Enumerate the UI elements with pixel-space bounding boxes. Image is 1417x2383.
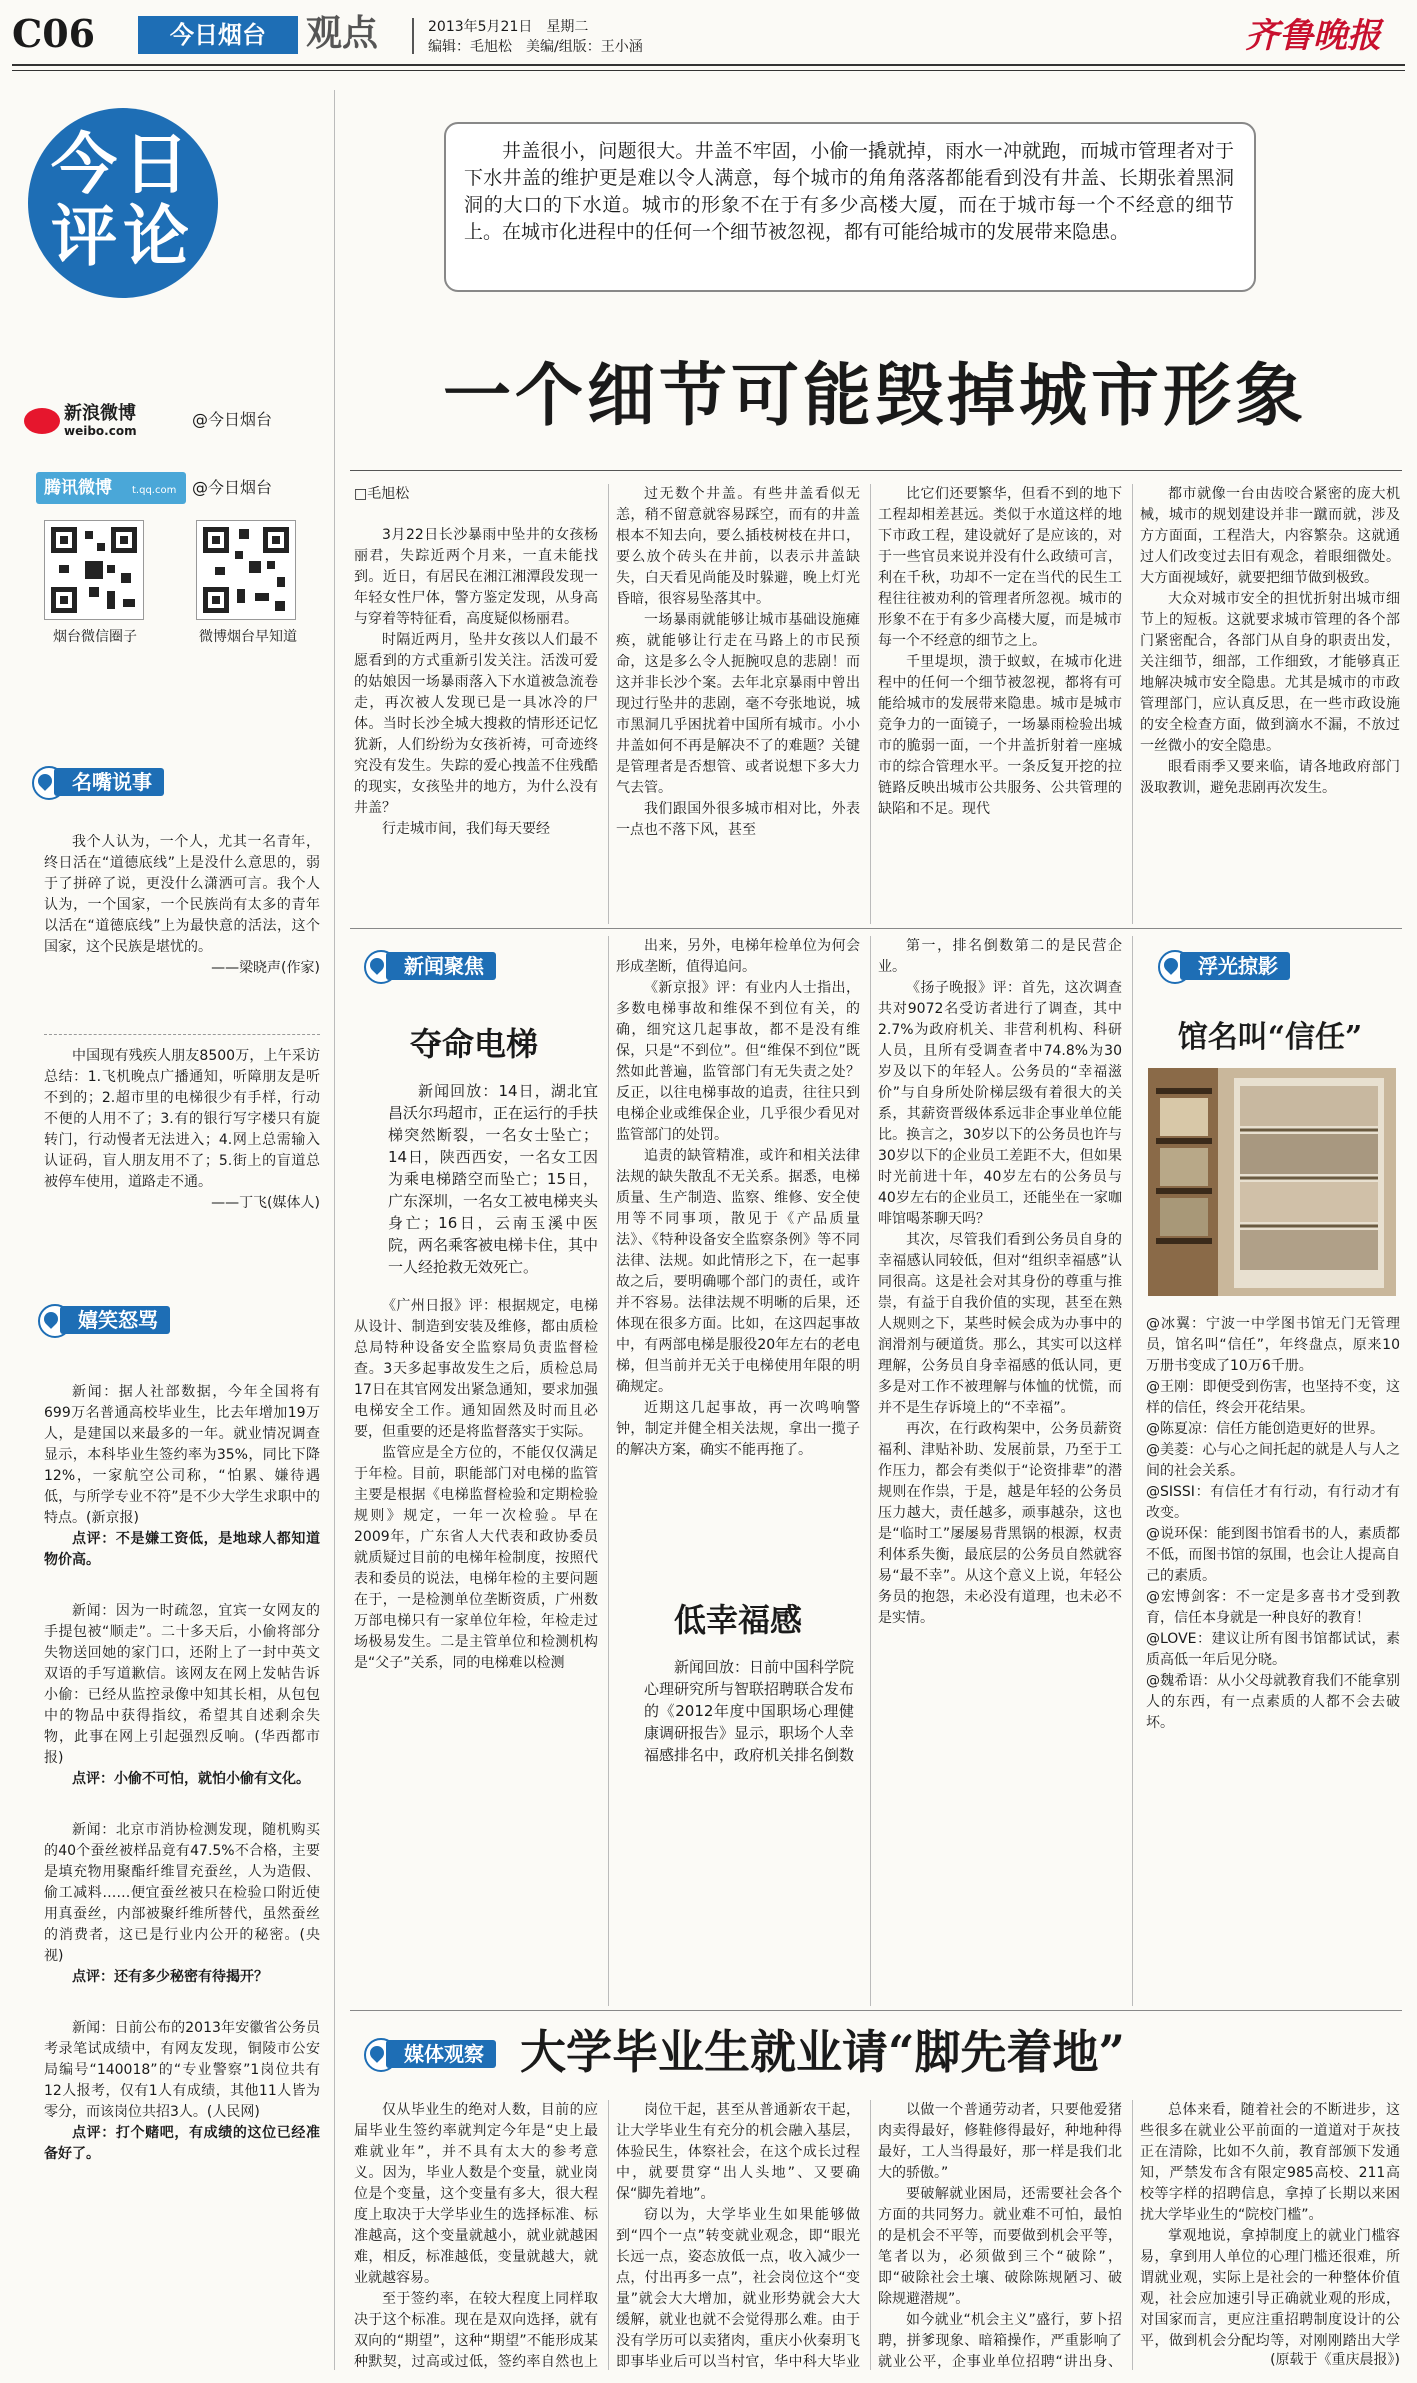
sidebar-divider-line <box>334 90 335 2370</box>
masthead-logo: 齐鲁晚报 <box>1245 16 1381 56</box>
col-rule <box>1132 936 1133 2006</box>
paragraph: 比它们还要繁华，但看不到的地下工程却相差甚远。类似于水道这样的地下市政工程，建设就好了是应该的，对于一些官员来说并没有什么政绩可言，利在千秋，功却不一定在当代的民生工程往往被劝利的管理者所忽视。城市的形象不在于有多少高楼大厦，而是城市每一个不经意的细节之上。 <box>878 486 1122 649</box>
news-title-happiness: 低幸福感 <box>673 1601 802 1639</box>
paragraph: @说环保：能到图书馆看书的人，素质都不低，而图书馆的氛围，也会让人提高自己的素质。 <box>1146 1526 1400 1584</box>
paragraph: 3月22日长沙暴雨中坠井的女孩杨丽君，失踪近两个月来，一直未能找到。近日，有居民在湘江湘潭段发现一年轻女性尸体，警方鉴定发现，从身高与穿着等特征看，高度疑似杨丽君。 <box>354 527 598 627</box>
paragraph: @陈夏凉：信任方能创造更好的世界。 <box>1146 1421 1384 1437</box>
qr2-caption: 微博烟台早知道 <box>199 629 297 645</box>
weibo-account[interactable]: @今日烟台 <box>192 410 273 429</box>
glimpse-comments <box>1146 1314 1400 1934</box>
paragraph: 至于签约率，在较大程度上同样取决于这个标准。现在是双向选择，就有双向的“期望”，这种“期望”不能形成某种默契，过高或过低，签约率自然也上 <box>354 2291 598 2370</box>
qr1-caption: 烟台微信圈子 <box>53 629 137 645</box>
weibo-icon <box>24 408 60 434</box>
paragraph: @宏博剑客：不一定是多喜书才受到教育，信任本身就是一种良好的教育！ <box>1146 1589 1400 1626</box>
paragraph: 《新京报》评：有业内人士指出，多数电梯事故和维保不到位有关，的确，细究这几起事故，都不是没有维保，只是“不到位”。但“维保不到位”既然如此普遍，监管部门有无失责之处？反正，以往电梯事故的追责，往往只到电梯企业或维保企业，几乎很少看见对监管部门的处罚。 <box>616 980 860 1143</box>
paragraph: 仅从毕业生的绝对人数，目前的应届毕业生签约率就判定今年是“史上最难就业年”，并不具有太大的参考意义。因为，毕业人数是个变量，就业岗位是个变量，这个变量有多大，很大程度上取决于大学毕业生的选择标准、标准越高，这个变量就越小，就业就越困难，相反，标准越低，变量就越大，就业就越容易。 <box>354 2102 598 2286</box>
paragraph: 眼看雨季又要来临，请各地政府部门汲取教训，避免悲剧再次发生。 <box>1140 759 1400 796</box>
paragraph: 千里堤坝，溃于蚁蚁，在城市化进程中的任何一个细节被忽视，都将有可能给城市的发展带来隐患。城市是城市竞争力的一面镜子，一场暴雨检验出城市的脆弱一面，一个井盖折射着一座城市的综合管理水平。一条反复开挖的拉链路反映出城市公共服务、公共管理的缺陷和不足。现代 <box>878 654 1122 817</box>
weibo-name: 新浪微博 <box>64 403 136 424</box>
news-comment-xinjing <box>616 936 860 1596</box>
header-rule-thin <box>12 70 1405 71</box>
paragraph: @LOVE：建议让所有图书馆都试试，素质高低一年后见分晓。 <box>1146 1631 1400 1668</box>
tencent-name: 腾讯微博 <box>44 478 112 498</box>
paragraph: 掌观地说，拿掉制度上的就业门槛容易，拿到用人单位的心理门槛还很难，所谓就业观，实际上是社会的一种整体价值观，社会应加速引导正确就业观的形成，对国家而言，更应注重招聘制度设计的公平，做到机会分配均等，对刚刚踏出大学 <box>1140 2228 1400 2349</box>
main-article-col-1: □毛旭松 3月22日长沙暴雨中坠井的女孩杨丽君，失踪近两个月来，一直未能找到。近日，有居民在湘江湘潭段发现一年轻女性尸体，警方鉴定发现，从身高与穿着等特征看，高度疑似杨丽君。 时隔近两月，坠井女孩以人们最不愿看到的方式重新引发关注。活泼可爱的姑娘因一场暴雨落入下水道被急流卷走，再次被人发现已是一具冰冷的尸体。当时长沙全城大搜救的情形还记忆犹新，人们纷纷为女孩祈祷，可奇迹终究没有发生。失踪的爱心拽盖不住残酷的现实，女孩坠井的地方，为什么没有井盖？ 行走城市间，我们每天要经 <box>354 484 598 924</box>
main-article-col-4 <box>1140 484 1400 924</box>
tencent-domain: t.qq.com <box>132 485 177 496</box>
tag-label: 浮光掠影 <box>1180 952 1290 980</box>
media-col-1 <box>354 2100 598 2370</box>
qr-code-weibo[interactable] <box>196 520 296 620</box>
middle-rule <box>350 928 1402 929</box>
media-col-2 <box>616 2100 860 2370</box>
bottom-rule <box>350 2010 1402 2011</box>
media-col-4 <box>1140 2100 1400 2350</box>
paragraph: 近期这几起事故，再一次鸣响警钟，制定并健全相关法规，拿出一揽子的解决方案，确实不能再拖了。 <box>616 1400 860 1458</box>
weibo-domain: weibo.com <box>64 424 137 438</box>
paragraph: 第一，排名倒数第二的是民营企业。 <box>878 938 1122 975</box>
paragraph: 我们跟国外很多城市相对比，外表一点也不落下风，甚至 <box>616 801 860 838</box>
paragraph: 总体来看，随着社会的不断进步，这些很多在就业公平前面的一道道对于灰技正在清除，比如不久前，教育部颁下发通知，严禁发布含有限定985高校、211高校等字样的招聘信息，拿掉了长期以来困扰大学毕业生的“院校门槛”。 <box>1140 2102 1400 2223</box>
qr-code-wechat[interactable] <box>44 520 144 620</box>
col-rule <box>870 936 871 2006</box>
today-review-logo: 今日评论 <box>51 125 195 275</box>
paragraph: 《广州日报》评：根据规定，电梯从设计、制造到安装及维修，都由质检总局特种设备安全监察局负责监督检查。3天多起事故发生之后，质检总局17日在其官网发出紧急通知，要求加强电梯安全工作。通知固然及时而且必要，但重要的还是将监督落实于实际。 <box>354 1298 598 1440</box>
headline-rule <box>350 470 1402 471</box>
sidebar-news-comments: 新闻：据人社部数据，今年全国将有699万名普通高校毕业生，比去年增加19万人，是建国以来最多的一年。就业情况调查显示，本科毕业生签约率为35%，同比下降12%，一家航空公司称，“怕累、嫌待遇低，与所学专业不符”是不少大学生求职中的特点。(新京报) 点评：不是嫌工资低，是地球人都知道物价高。 新闻：因为一时疏忽，宜宾一女网友的手提包被“顺走”。二十多天后，小偷将部分失物送回她的家门口，还附上了一封中英文双语的手写道歉信。该网友在网上发帖告诉小偷：已经从监控录像中知其长相，从包包中的物品中获得指纹，希望其自述剩余失物，此事在网上引起强烈反响。(华西都市报) 点评：小偷不可怕，就怕小偷有文化。 新闻：北京市消协检测发现，随机购买的40个蚕丝被样品竟有47.5%不合格，主要是填充物用聚酯纤维冒充蚕丝，人为造假、偷工减料……便宜蚕丝被只在检验口附近使用真蚕丝，内部被聚纤维所替代，虽然蚕丝的消费者，这已是行业内公开的秘密。(央视) 点评：还有多少秘密有待揭开？ 新闻：日前公布的2013年安徽省公务员考录笔试成绩中，有网友发现，铜陵市公安局编号“140018”的“专业警察”1岗位共有12人报考，仅有1人有成绩，其他11人皆为零分，而该岗位共招3人。(人民网) 点评：打个赌吧，有成绩的这位已经准备好了。 <box>44 1384 320 2162</box>
news-title-elevator: 夺命电梯 <box>409 1025 538 1063</box>
col-rule <box>608 2100 609 2370</box>
paragraph: @冰翼：宁波一中学图书馆无门无管理员，馆名叫“信任”，年终盘点，原来10万册书变成了10万6千册。 <box>1146 1316 1400 1374</box>
news-replay-happiness: 新闻回放：日前中国科学院心理研究所与智联招聘联合发布的《2012年度中国职场心理健康调研报告》显示，职场个人幸福感排名中，政府机关排名倒数 <box>644 1658 854 1764</box>
tencent-account[interactable]: @今日烟台 <box>192 478 273 497</box>
paragraph: @美菱：心与心之间托起的就是人与人之间的社会关系。 <box>1146 1442 1400 1479</box>
col-rule <box>608 484 609 924</box>
paragraph: 过无数个井盖。有些井盖看似无恙，稍不留意就容易踩空，而有的井盖根本不知去向，要么插枝树枝在井口，要么放个砖头在井前，以表示井盖缺失，白天看见尚能及时躲避，晚上灯光昏暗，很容易坠落其中。 <box>616 486 860 607</box>
section-badge: 今日烟台 <box>138 16 298 54</box>
paragraph: @王刚：即便受到伤害，也坚持不变，这样的信任，终会开花结果。 <box>1146 1379 1400 1416</box>
paragraph: 以做一个普通劳动者，只要他爱猪肉卖得最好，修鞋修得最好，种地种得最好，工人当得最好，那一样是我们北大的骄傲。” <box>878 2102 1122 2181</box>
paragraph: 一场暴雨就能够让城市基础设施瘫痪，就能够让行走在马路上的市民预命，这是多么令人扼腕叹息的悲剧！而这并非长沙个案。去年北京暴雨中曾出现过行坠井的悲剧，毫不夸张地说，城市黑洞几乎困扰着中国所有城市。小小井盖如何不再是解决不了的难题？关键是管理者是否想管、或者说想下多大力气去管。 <box>616 612 860 796</box>
paragraph: 追责的缺管精准，或许和相关法律法规的缺失散乱不无关系。据悉，电梯质量、生产制造、监察、维修、安全使用等不同事项，散见于《产品质量法》、《特种设备安全监察条例》等不同法律、法规。如此情形之下，在一起事故之后，要明确哪个部门的责任，或许并不容易。法律法规不明晰的后果，还体现在很多方面。比如，在这四起事故中，有两部电梯是服役20年左右的老电梯，但当前并无关于电梯使用年限的明确规定。 <box>616 1148 860 1395</box>
lead-text: 井盖很小，问题很大。井盖不牢固，小偷一撬就掉，雨水一冲就跑，而城市管理者对于下水井盖的维护更是难以令人满意，每个城市的角角落落都能看到没有井盖、长期张着黑洞洞的大口的下水道。城市的形象不在于有多少高楼大厦，而在于城市每一个不经意的细节上。在城市化进程中的任何一个细节被忽视，都有可能给城市的发展带来隐患。 <box>464 140 1234 243</box>
header-divider <box>412 18 414 54</box>
paragraph: 出来，另外，电梯年检单位为何会形成垄断，值得追问。 <box>616 938 860 975</box>
paragraph: 行走城市间，我们每天要经 <box>382 821 550 837</box>
glimpse-title: 馆名叫“信任” <box>1177 1020 1363 1055</box>
main-headline: 一个细节可能毁掉城市形象 <box>442 356 1307 436</box>
paragraph: 大众对城市安全的担忧折射出城市细节上的短板。这就要求城市管理的各个部门紧密配合，各部门从自身的职责出发，关注细节，细部，工作细致，才能够真正地解决城市安全隐患。尤其是城市的市政管理部门，应认真反思，在一些市政设施的安全检查方面，做到滴水不漏，不放过一丝微小的安全隐患。 <box>1140 591 1400 754</box>
paragraph: 监管应是全方位的，不能仅仅满足于年检。目前，职能部门对电梯的监管主要是根据《电梯监督检验和定期检验规则》规定，一年一次检验。早在2009年，广东省人大代表和政协委员就质疑过目前的电梯年检制度，按照代表和委员的说法，电梯年检的主要问题在于，一是检测单位垄断资质，广州数万部电梯只有一家单位年检，年检走过场极易发生。二是主管单位和检测机构是“父子”关系，同的电梯难以检测 <box>354 1445 598 1671</box>
paragraph: 都市就像一台由齿咬合紧密的庞大机械，城市的规划建设并非一蹴而就，涉及方方面面，工程浩大，内容繁杂。这就通过人们改变过去旧有观念，着眼细微处。大方面视域好，就要把细节做到极致。 <box>1140 486 1400 586</box>
header-editors: 编辑：毛旭松 美编/组版：王小涵 <box>428 39 643 55</box>
library-photo <box>1148 1068 1396 1296</box>
news-replay-elevator: 新闻回放：14日，湖北宜昌沃尔玛超市，正在运行的手扶梯突然断裂，一名女士坠亡；14日，陕西西安，一名女工因为乘电梯踏空而坠亡；15日，广东深圳，一名女工被电梯夹头身亡；16日，云南玉溪中医院，两名乘客被电梯卡住，其中一人经抢救无效死亡。 <box>388 1082 598 1276</box>
sidebar-divider <box>44 1034 320 1035</box>
media-col-3 <box>878 2100 1122 2370</box>
paragraph: @SISSI：有信任才有行动，有行动才有改变。 <box>1146 1484 1400 1521</box>
media-source: (原载于《重庆晨报》) <box>1200 2350 1400 2370</box>
paragraph: @魏希语：从小父母就教育我们不能拿别人的东西，有一点素质的人都不会去破坏。 <box>1146 1673 1400 1731</box>
paragraph: 岗位干起，甚至从普通新农干起，让大学毕业生有充分的机会融入基层，体验民生，体察社会，在这个成长过程中，就要贯穿“出人头地”、又要确保“脚先着地”。 <box>616 2102 860 2202</box>
header-date: 2013年5月21日 星期二 <box>428 19 589 35</box>
main-article-col-2 <box>616 484 860 924</box>
column-title: 观点 <box>306 13 379 54</box>
col-rule <box>870 484 871 924</box>
paragraph: 其次，尽管我们看到公务员自身的幸福感认同较低，但对“组织幸福感”认同很高。这是社会对其身份的尊重与推崇，有益于自我价值的实现，甚至在熟人规则之下，某些时候会成为办事中的润滑剂与硬道货。那么，其实可以这样理解，公务员自身幸福感的低认同，更多是对工作不被理解与体恤的忧慌，而并不是生存诉境上的“不幸福”。 <box>878 1232 1122 1416</box>
paragraph: 如今就业“机会主义”盛行，萝卜招聘，拼爹现象、暗箱操作，严重影响了就业公平，企事业单位招聘“讲出身、 <box>878 2312 1122 2370</box>
tag-label: 嬉笑怒骂 <box>60 1306 170 1334</box>
paragraph: 时隔近两月，坠井女孩以人们最不愿看到的方式重新引发关注。活泼可爱的姑娘因一场暴雨落入下水道被急流卷走，再次被人发现已是一具冰冷的尸体。当时长沙全城大搜救的情形还记忆犹新，人们纷纷为女孩祈祷，可奇迹终究没有发生。失踪的爱心拽盖不住残酷的现实，女孩坠井的地方，为什么没有井盖？ <box>354 632 598 816</box>
col-rule <box>1132 2100 1133 2370</box>
header-rule <box>12 64 1405 66</box>
paragraph: 再次，在行政构架中，公务员薪资福利、津贴补助、发展前景，乃至于工作压力，都会有类似于“论资排辈”的潜规则在作祟，于是，越是年轻的公务员压力越大，责任越多，顽事越杂，这也是“临时工”屡屡易背黑锅的根源，权责利体系失衡，最底层的公务员自然就容易“最不幸”。从这个意义上说，年轻公务员的抱怨，未必没有道理，也未必不是实情。 <box>878 1421 1122 1626</box>
page-number: C06 <box>12 11 96 56</box>
media-headline: 大学毕业生就业请“脚先着地” <box>520 2025 1125 2079</box>
col-rule <box>870 2100 871 2370</box>
col-rule <box>608 936 609 2006</box>
news-comment-yangzi <box>878 936 1122 2001</box>
sidebar-quote-1: 我个人认为，一个人，尤其一名青年，终日活在“道德底线”上是没什么意思的，弱于了拼碎了说，更没什么潇洒可言。我个人认为，一个国家，一个民族尚有太多的青年以活在“道德底线”上为最快意的活法，这个国家，这个民族是堪忧的。 ——梁晓声(作家) <box>44 834 320 976</box>
sidebar-quote-2: 中国现有残疾人朋友8500万，上午采访总结：1.飞机晚点广播通知，听障朋友是听不到的；2.超市里的电梯很少有手样，行动不便的人用不了；3.有的银行写字楼只有旋转门，行动慢者无法进入；4.网上总需输入认证码，盲人朋友用不了；5.街上的盲道总被停车使用，道路走不通。 ——丁飞(媒体人) <box>44 1048 320 1211</box>
tag-label: 媒体观察 <box>386 2040 496 2068</box>
col-rule <box>1132 484 1133 924</box>
col1-text <box>354 525 598 840</box>
main-article-col-3 <box>878 484 1122 924</box>
tag-label: 新闻聚焦 <box>386 952 496 980</box>
paragraph: 要破解就业困局，还需要社会各个方面的共同努力。就业难不可怕，最怕的是机会不平等，而要做到机会平等，笔者以为，必须做到三个“破除”，即“破除社会土壤、破除陈规陋习、破除规避潜规”。 <box>878 2186 1122 2307</box>
paragraph: 《扬子晚报》评：首先，这次调查共对9072名受访者进行了调查，其中2.7%为政府机关、非营利机构、科研人员，且所有受调查者中74.8%为30岁及以下的年轻人。公务员的“幸福滋价”与自身所处阶梯层级有着很大的关系，其薪资晋级体系远非企事业单位能比。换言之，30岁以下的公务员也许与30岁以下的企业员工差距不大，但如果时光前进十年，40岁左右的公务员与40岁左右的企业员工，还能坐在一家咖啡馆喝茶聊天吗？ <box>878 980 1122 1227</box>
tag-label: 名嘴说事 <box>54 768 164 796</box>
paragraph: 窃以为，大学毕业生如果能够做到“四个一点”转变就业观念，即“眼光长远一点，姿态放低一点，收入减少一点，付出再多一点”，社会岗位这个“变量”就会大大增加，就业形势就会大大缓解，就业也就不会觉得那么难。由于没有学历可以卖猪肉，重庆小伙秦玥飞即事毕业后可以当村官，华中科大毕业 <box>616 2207 860 2370</box>
news-comment-guangzhou <box>354 1296 598 2006</box>
